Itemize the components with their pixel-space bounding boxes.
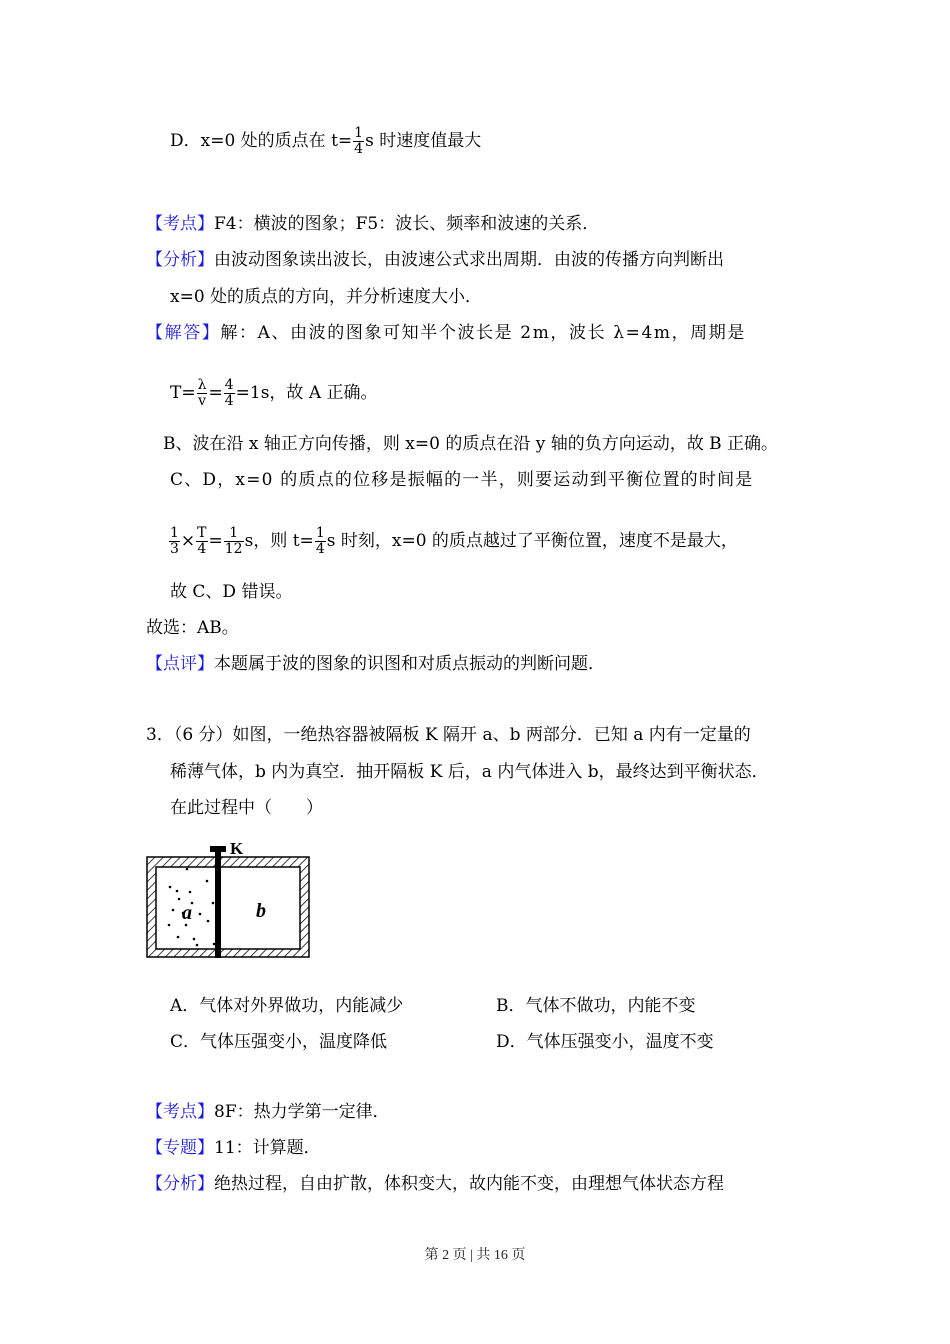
fraction: $\frac{T}{4}$	[197, 525, 207, 557]
label-b: b	[256, 900, 266, 922]
formula-part: s 时刻，x=0 的质点越过了平衡位置，速度不是最大，	[326, 531, 738, 551]
jieda-tag: 【解答】	[146, 323, 221, 343]
label-k: K	[230, 840, 244, 858]
q3-zhuanti-line	[146, 1136, 321, 1160]
page-footer: 第 2 页 | 共 16 页	[424, 1248, 526, 1263]
formula-part: =	[208, 531, 223, 551]
q3-stem-2: 稀薄气体，b 内为真空．抽开隔板 K 后，a 内气体进入 b，最终达到平衡状态．	[170, 762, 769, 782]
option-d-previous	[170, 126, 481, 157]
q3-kaodian-line	[146, 1100, 390, 1124]
formula-part: ×	[180, 531, 196, 551]
cd-wrong-line: 故 C、D 错误。	[170, 582, 293, 602]
fenxi-line	[146, 248, 724, 272]
fraction: $\frac{\lambda}{v}$	[197, 377, 207, 409]
kaodian-tag: 【考点】	[146, 214, 214, 234]
option-a: A．气体对外界做功，内能减少	[170, 996, 404, 1016]
dianping-text: 本题属于波的图象的识图和对质点振动的判断问题．	[214, 654, 605, 674]
option-b: B．气体不做功，内能不变	[496, 996, 696, 1016]
q3-stem-3: 在此过程中（ ）	[170, 798, 323, 818]
fenxi-text: 由波动图象读出波长，由波速公式求出周期．由波的传播方向判断出	[214, 250, 724, 270]
fraction: $\frac{1}{3}$	[170, 525, 179, 557]
formula-part: =	[208, 383, 223, 403]
kaodian-text: 8F：热力学第一定律．	[214, 1102, 390, 1122]
kaodian-line	[146, 212, 599, 236]
jieda-line	[146, 321, 746, 345]
zhuanti-text: 11：计算题．	[214, 1138, 321, 1158]
kaodian-text: F4：横波的图象；F5：波长、频率和波速的关系．	[214, 214, 600, 234]
q3-stem-1: 3．（6 分）如图，一绝热容器被隔板 K 隔开 a、b 两部分．已知 a 内有一定量的	[146, 725, 751, 745]
fraction: $\frac{1}{4}$	[315, 525, 325, 557]
kaodian-tag: 【考点】	[146, 1102, 214, 1122]
container-diagram	[146, 840, 316, 969]
dianping-tag: 【点评】	[146, 654, 214, 674]
label-a: a	[182, 902, 192, 924]
fraction: $\frac{1}{4}$	[354, 125, 364, 157]
zhuanti-tag: 【专题】	[146, 1138, 214, 1158]
fraction: $\frac{4}{4}$	[224, 377, 234, 409]
formula-time	[168, 526, 738, 557]
formula-period	[170, 378, 378, 409]
jieda-text: 解：A、由波的图象可知半个波长是 2m，波长 λ=4m，周期是	[220, 323, 746, 343]
formula-part: =1s，故 A 正确。	[235, 383, 378, 403]
q3-fenxi-line	[146, 1172, 724, 1196]
option-d: D．气体压强变小，温度不变	[496, 1032, 714, 1052]
fenxi-tag: 【分析】	[146, 250, 214, 270]
formula-part: T=	[170, 383, 196, 403]
fraction: $\frac{1}{12}$	[224, 525, 243, 557]
line-b: B、波在沿 x 轴正方向传播，则 x=0 的质点在沿 y 轴的负方向运动，故 B 正确。	[163, 434, 779, 454]
option-text: D．x=0 处的质点在 t=	[170, 131, 353, 151]
option-c: C．气体压强变小，温度降低	[170, 1032, 388, 1052]
option-text: s 时速度值最大	[365, 131, 482, 151]
answer-line: 故选：AB。	[146, 618, 239, 638]
fenxi-tag: 【分析】	[146, 1174, 214, 1194]
formula-part: s，则 t=	[244, 531, 314, 551]
line-cd: C、D，x=0 的质点的位移是振幅的一半，则要运动到平衡位置的时间是	[170, 470, 754, 490]
fenxi-line-2: x=0 处的质点的方向，并分析速度大小．	[170, 287, 483, 307]
fenxi-text: 绝热过程，自由扩散，体积变大，故内能不变，由理想气体状态方程	[214, 1174, 724, 1194]
dianping-line	[146, 652, 605, 676]
